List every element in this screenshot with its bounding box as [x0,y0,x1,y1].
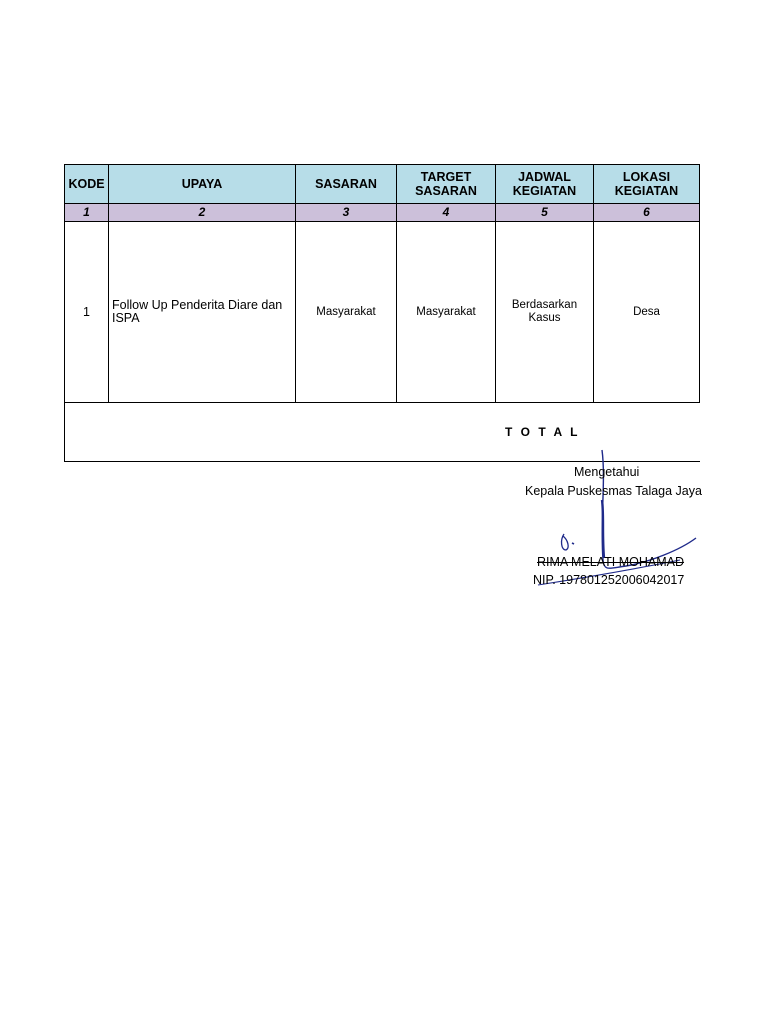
header-target-sasaran: TARGET SASARAN [397,165,496,204]
signatory-name: RIMA MELATI MOHAMAD [537,555,685,569]
known-by-label: Mengetahui [574,465,640,479]
activity-table [64,164,700,462]
signatory-nip: NIP. 197801252006042017 [533,573,685,587]
header-lokasi-kegiatan: LOKASI KEGIATAN [594,165,700,204]
cell-kode: 1 [65,222,109,403]
column-number: 3 [296,204,397,222]
header-kode: KODE [65,165,109,204]
cell-upaya: Follow Up Penderita Diare dan ISPA [109,222,296,403]
header-upaya: UPAYA [109,165,296,204]
cell-sasaran: Masyarakat [296,222,397,403]
column-number: 5 [496,204,594,222]
cell-lokasi-kegiatan: Desa [594,222,700,403]
header-row [65,165,700,204]
column-number: 1 [65,204,109,222]
header-sasaran: SASARAN [296,165,397,204]
column-number-row [65,204,700,222]
header-jadwal-kegiatan: JADWAL KEGIATAN [496,165,594,204]
signatory-title: Kepala Puskesmas Talaga Jaya [525,484,702,498]
cell-target-sasaran: Masyarakat [397,222,496,403]
total-label: T O T A L [505,425,580,439]
table-row [65,222,700,403]
column-number: 6 [594,204,700,222]
cell-jadwal-kegiatan: Berdasarkan Kasus [496,222,594,403]
column-number: 2 [109,204,296,222]
column-number: 4 [397,204,496,222]
